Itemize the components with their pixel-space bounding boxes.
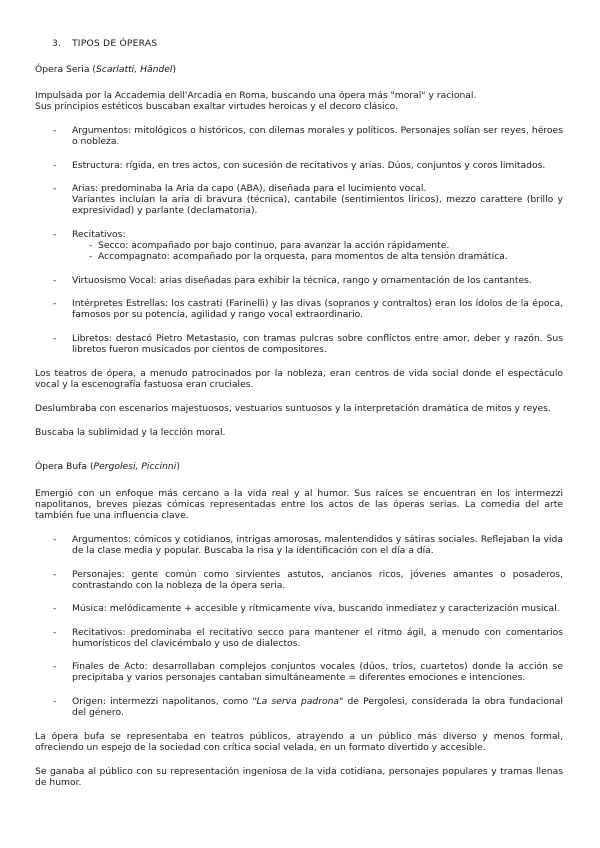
bufa-title: Ópera Bufa (Pergolesi, Piccinni) [35, 461, 180, 472]
seria-outro-1: Los teatros de ópera, a menudo patrocinados por la nobleza, eran centros de vida social donde el espectáculo vocal y la escenografía fastuosa eran cruciales. [35, 368, 563, 391]
work-title: "La serva padrona" [252, 696, 344, 707]
bufa-composers: Pergolesi, Piccinni [93, 461, 177, 472]
seria-intro: Impulsada por la Accademia dell'Arcadia en Roma, buscando una ópera más "moral" y racional. Sus principios estéticos buscaban exaltar virtudes heroicas y el decoro clásico. [35, 90, 477, 113]
list-item: - Origen: intermezzi napolitanos, como "La serva padrona" de Pergolesi, considerada la obra fundacional del género. [35, 696, 563, 718]
bufa-intro: Emergió con un enfoque más cercano a la vida real y al humor. Sus raíces se encuentran en los intermezzi napolitanos, breves piezas cómicas representadas entre los actos de las óperas serias. La comedia del arte también fue una influencia clave. [35, 488, 563, 522]
seria-list [35, 125, 563, 147]
list-item: - Música: melódicamente + accesible y rítmicamente viva, buscando inmediatez y caracterización musical. [35, 603, 563, 614]
recitativos-sublist [72, 240, 563, 262]
bufa-outro-1: La ópera bufa se representaba en teatros públicos, atrayendo a un público más diverso y menos formal, ofreciendo un espejo de la sociedad con crítica social velada, en un formato divertido y accesible. [35, 731, 563, 754]
seria-outro-3: Buscaba la sublimidad y la lección moral. [35, 427, 226, 438]
list-item: - Intérpretes Estrellas: los castrati (Farinelli) y las divas (sopranos y contraltos) eran los ídolos de la época, famosos por su potencia, agilidad y rango vocal extraordinario. [35, 298, 563, 320]
sublist-item: - Secco: acompañado por bajo continuo, para avanzar la acción rápidamente. [72, 240, 563, 251]
list-item: - Personajes: gente común como sirvientes astutos, ancianos ricos, jóvenes amantes o posaderos, contrastando con la nobleza de la ópera seria. [35, 569, 563, 591]
list-item: - Recitativos: - Secco: acompañado por bajo continuo, para avanzar la acción rápidamente. - Accompagnato: acompañado por la orquesta, para momentos de alta tensión dramática. [35, 229, 563, 263]
list-item: - Arias: predominaba la Aria da capo (ABA), diseñada para el lucimiento vocal. Variantes incluían la aria di bravura (técnica), cantabile (sentimientos líricos), mezzo carattere (brillo y expresividad) y parlante (declamatoria). [35, 183, 563, 217]
seria-title: Ópera Seria (Scarlatti, Händel) [35, 64, 177, 75]
list-item: - Recitativos: predominaba el recitativo secco para mantener el ritmo ágil, a menudo con comentarios humorísticos del clavicémbalo y uso de dialectos. [35, 627, 563, 649]
bufa-outro-2: Se ganaba al público con su representación ingeniosa de la vida cotidiana, personajes populares y tramas llenas de humor. [35, 766, 563, 789]
list-item: - Finales de Acto: desarrollaban complejos conjuntos vocales (dúos, tríos, cuartetos) donde la acción se precipitaba y varios personajes cantaban simultáneamente = diferentes emociones e intenciones. [35, 661, 563, 683]
seria-composers: Scarlatti, Händel [96, 64, 173, 75]
list-item: - Argumentos: mitológicos o históricos, con dilemas morales y políticos. Personajes solían ser reyes, héroes o nobleza. [35, 125, 563, 147]
list-item: - Estructura: rígida, en tres actos, con sucesión de recitativos y arias. Dúos, conjuntos y coros limitados. [35, 160, 563, 171]
bufa-list [35, 534, 563, 556]
sublist-item: - Accompagnato: acompañado por la orquesta, para momentos de alta tensión dramática. [72, 251, 563, 262]
section-title: TIPOS DE ÓPERAS [72, 38, 158, 49]
section-heading [52, 38, 157, 49]
section-number: 3. [52, 38, 62, 49]
list-item: - Argumentos: cómicos y cotidianos, intrigas amorosas, malentendidos y sátiras sociales. Reflejaban la vida de la clase media y popular. Buscaba la risa y la identificación con el día a día. [35, 534, 563, 556]
seria-outro-2: Deslumbraba con escenarios majestuosos, vestuarios suntuosos y la interpretación dramática de mitos y reyes. [35, 403, 551, 414]
list-item: - Libretos: destacó Pietro Metastasio, con tramas pulcras sobre conflictos entre amor, deber y razón. Sus libretos fueron musicados por cientos de compositores. [35, 333, 563, 355]
list-item: - Virtuosismo Vocal: arias diseñadas para exhibir la técnica, rango y ornamentación de los cantantes. [35, 275, 563, 286]
